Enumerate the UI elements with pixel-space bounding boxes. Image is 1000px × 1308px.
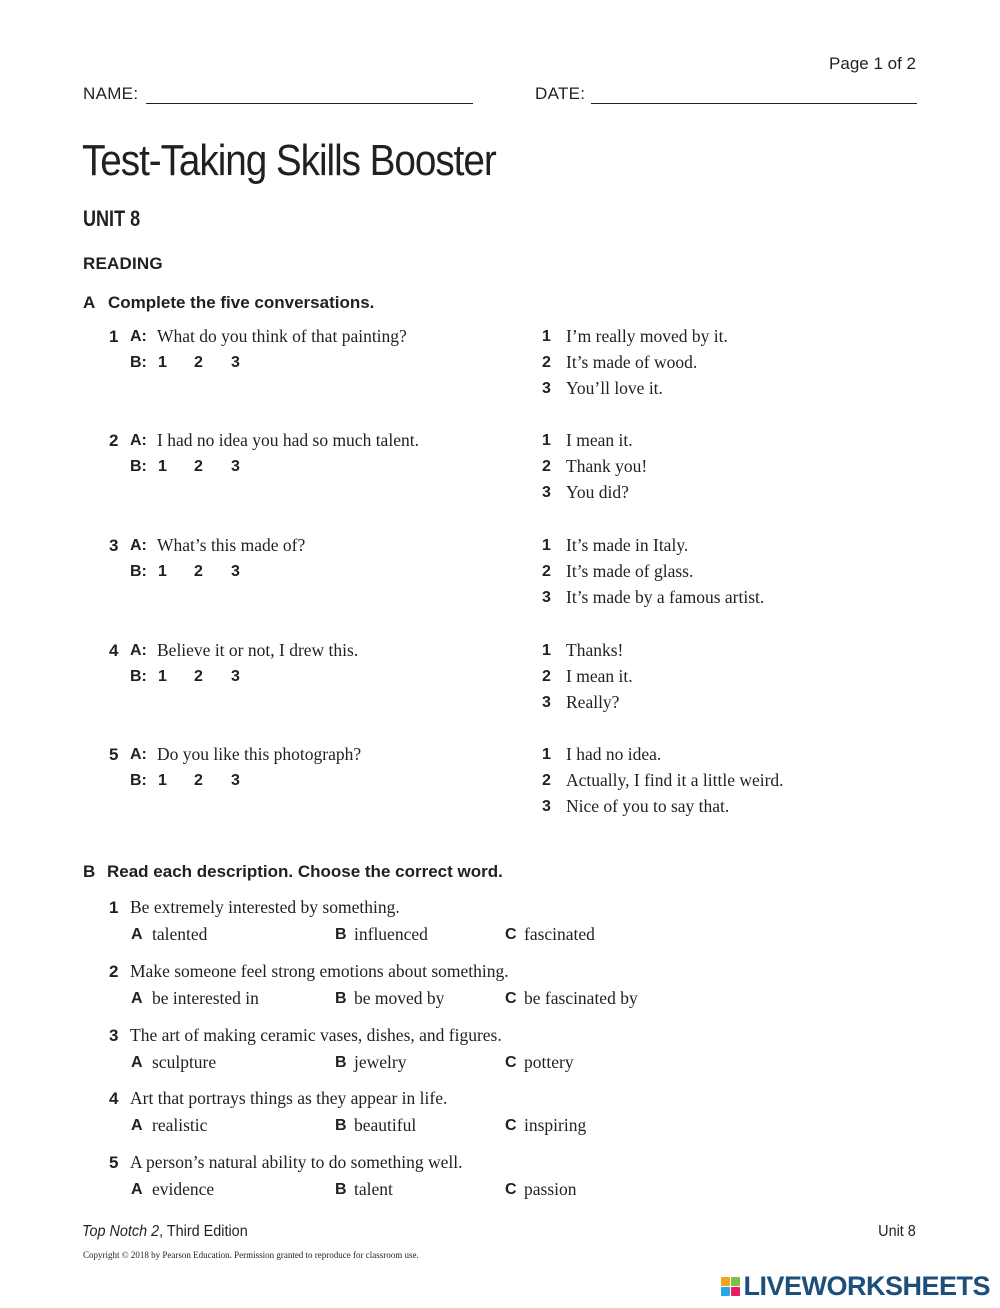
answer-choice[interactable]: 3 bbox=[231, 668, 240, 685]
option-text: Actually, I find it a little weird. bbox=[566, 770, 784, 791]
option-text: You’ll love it. bbox=[566, 378, 663, 399]
option-text: Really? bbox=[566, 692, 620, 713]
question-prompt: Believe it or not, I drew this. bbox=[157, 640, 359, 660]
footer-unit: Unit 8 bbox=[878, 1223, 916, 1240]
option-text[interactable]: evidence bbox=[152, 1179, 215, 1199]
option-letter[interactable]: C bbox=[505, 1181, 517, 1198]
option-text: I mean it. bbox=[566, 430, 633, 450]
option-text[interactable]: talented bbox=[152, 924, 208, 944]
option-number: 3 bbox=[542, 589, 551, 607]
question-number: 2 bbox=[109, 962, 119, 981]
section-a-letter: A bbox=[83, 293, 96, 312]
option-number: 1 bbox=[542, 537, 551, 554]
option-letter[interactable]: A bbox=[131, 1054, 143, 1071]
speaker-a-label: A: bbox=[130, 746, 147, 763]
option-text: It’s made by a famous artist. bbox=[566, 587, 765, 608]
name-field[interactable] bbox=[146, 103, 473, 104]
answer-choice[interactable]: 1 bbox=[158, 668, 167, 685]
option-text: Thanks! bbox=[566, 640, 624, 660]
option-number: 2 bbox=[542, 668, 551, 686]
option-number: 1 bbox=[542, 746, 551, 763]
option-text[interactable]: passion bbox=[524, 1179, 577, 1199]
option-letter[interactable]: C bbox=[505, 1117, 517, 1134]
question-prompt: A person’s natural ability to do something well. bbox=[130, 1152, 463, 1172]
option-letter[interactable]: B bbox=[335, 1054, 347, 1071]
question-number: 1 bbox=[109, 327, 119, 346]
option-text[interactable]: be fascinated by bbox=[524, 988, 638, 1008]
answer-choice[interactable]: 3 bbox=[231, 563, 240, 580]
section-b-instruction: Read each description. Choose the correct word. bbox=[107, 862, 503, 881]
name-label: NAME: bbox=[83, 84, 139, 103]
question-prompt: The art of making ceramic vases, dishes, and figures. bbox=[130, 1025, 502, 1045]
speaker-b-label: B: bbox=[130, 354, 147, 371]
answer-choice[interactable]: 2 bbox=[194, 772, 203, 789]
option-text: Thank you! bbox=[566, 456, 648, 477]
answer-choice[interactable]: 1 bbox=[158, 354, 167, 371]
option-letter[interactable]: C bbox=[505, 990, 517, 1007]
option-text[interactable]: sculpture bbox=[152, 1052, 217, 1072]
answer-choice[interactable]: 3 bbox=[231, 354, 240, 371]
option-text: It’s made of wood. bbox=[566, 352, 698, 373]
speaker-a-label: A: bbox=[130, 537, 147, 554]
option-number: 2 bbox=[542, 458, 551, 476]
speaker-a-label: A: bbox=[130, 432, 147, 449]
option-text: I’m really moved by it. bbox=[566, 326, 728, 346]
option-letter[interactable]: C bbox=[505, 1054, 517, 1071]
liveworksheets-logo-text: LIVEWORKSHEETS bbox=[743, 1270, 990, 1301]
speaker-b-label: B: bbox=[130, 563, 147, 580]
question-prompt: Be extremely interested by something. bbox=[130, 897, 400, 917]
question-prompt: I had no idea you had so much talent. bbox=[157, 430, 419, 450]
section-a-instruction: Complete the five conversations. bbox=[108, 293, 375, 312]
page-number: Page 1 of 2 bbox=[829, 54, 916, 73]
question-number: 1 bbox=[109, 898, 119, 917]
liveworksheets-logo bbox=[721, 1270, 990, 1302]
date-field[interactable] bbox=[591, 103, 917, 104]
question-prompt: Do you like this photograph? bbox=[157, 744, 362, 764]
option-letter[interactable]: B bbox=[335, 926, 347, 943]
footer-book-title bbox=[82, 1223, 248, 1241]
option-letter[interactable]: B bbox=[335, 990, 347, 1007]
option-text: I mean it. bbox=[566, 666, 633, 687]
answer-choice[interactable]: 2 bbox=[194, 354, 203, 371]
logo-square-1 bbox=[721, 1277, 730, 1286]
option-letter[interactable]: B bbox=[335, 1117, 347, 1134]
speaker-a-label: A: bbox=[130, 642, 147, 659]
option-text: It’s made in Italy. bbox=[566, 535, 689, 555]
option-text[interactable]: inspiring bbox=[524, 1115, 587, 1135]
option-text[interactable]: pottery bbox=[524, 1052, 574, 1072]
footer-edition: , Third Edition bbox=[159, 1223, 248, 1240]
option-text: You did? bbox=[566, 482, 629, 503]
question-number: 5 bbox=[109, 1153, 119, 1172]
page-title: Test-Taking Skills Booster bbox=[82, 136, 496, 185]
option-number: 2 bbox=[542, 563, 551, 581]
option-text[interactable]: realistic bbox=[152, 1115, 208, 1135]
answer-choice[interactable]: 3 bbox=[231, 772, 240, 789]
option-number: 2 bbox=[542, 354, 551, 372]
question-number: 4 bbox=[109, 641, 119, 660]
logo-square-2 bbox=[731, 1277, 740, 1286]
logo-square-3 bbox=[721, 1287, 730, 1296]
option-number: 1 bbox=[542, 432, 551, 449]
footer-book-name: Top Notch 2 bbox=[82, 1223, 160, 1240]
option-number: 1 bbox=[542, 642, 551, 659]
answer-choice[interactable]: 1 bbox=[158, 563, 167, 580]
option-letter[interactable]: A bbox=[131, 1117, 143, 1134]
option-number: 3 bbox=[542, 484, 551, 502]
option-number: 3 bbox=[542, 694, 551, 712]
speaker-b-label: B: bbox=[130, 772, 147, 789]
option-text[interactable]: be interested in bbox=[152, 988, 259, 1008]
question-prompt: What’s this made of? bbox=[157, 535, 306, 555]
option-number: 3 bbox=[542, 798, 551, 816]
date-label: DATE: bbox=[535, 84, 586, 103]
logo-square-4 bbox=[731, 1287, 740, 1296]
answer-choice[interactable]: 1 bbox=[158, 772, 167, 789]
answer-choice[interactable]: 3 bbox=[231, 458, 240, 475]
question-prompt: Art that portrays things as they appear in life. bbox=[130, 1088, 448, 1108]
question-number: 4 bbox=[109, 1089, 119, 1108]
option-letter[interactable]: B bbox=[335, 1181, 347, 1198]
question-number: 5 bbox=[109, 745, 119, 764]
option-text[interactable]: beautiful bbox=[354, 1115, 417, 1135]
option-letter[interactable]: A bbox=[131, 1181, 143, 1198]
answer-choice[interactable]: 2 bbox=[194, 458, 203, 475]
option-text[interactable]: jewelry bbox=[354, 1052, 407, 1072]
section-b-letter: B bbox=[83, 862, 96, 881]
speaker-a-label: A: bbox=[130, 328, 147, 345]
option-text: I had no idea. bbox=[566, 744, 662, 764]
option-number: 3 bbox=[542, 380, 551, 398]
answer-choice[interactable]: 1 bbox=[158, 458, 167, 475]
question-number: 2 bbox=[109, 431, 119, 450]
answer-choice[interactable]: 2 bbox=[194, 668, 203, 685]
answer-choice[interactable]: 2 bbox=[194, 563, 203, 580]
option-letter[interactable]: A bbox=[131, 926, 143, 943]
section-heading: READING bbox=[83, 254, 163, 273]
option-number: 2 bbox=[542, 772, 551, 790]
question-prompt: What do you think of that painting? bbox=[157, 326, 407, 346]
option-letter[interactable]: A bbox=[131, 990, 143, 1007]
option-text[interactable]: fascinated bbox=[524, 924, 595, 944]
speaker-b-label: B: bbox=[130, 458, 147, 475]
unit-heading: UNIT 8 bbox=[83, 206, 141, 231]
copyright-notice: Copyright © 2018 by Pearson Education. Permission granted to reproduce for classroom use. bbox=[83, 1250, 419, 1260]
option-text[interactable]: talent bbox=[354, 1179, 393, 1199]
option-text[interactable]: influenced bbox=[354, 924, 428, 944]
option-letter[interactable]: C bbox=[505, 926, 517, 943]
question-number: 3 bbox=[109, 536, 119, 555]
question-number: 3 bbox=[109, 1026, 119, 1045]
speaker-b-label: B: bbox=[130, 668, 147, 685]
option-number: 1 bbox=[542, 328, 551, 345]
option-text: Nice of you to say that. bbox=[566, 796, 730, 817]
question-prompt: Make someone feel strong emotions about something. bbox=[130, 961, 509, 981]
option-text: It’s made of glass. bbox=[566, 561, 694, 582]
liveworksheets-logo-icon bbox=[721, 1277, 740, 1296]
option-text[interactable]: be moved by bbox=[354, 988, 445, 1008]
